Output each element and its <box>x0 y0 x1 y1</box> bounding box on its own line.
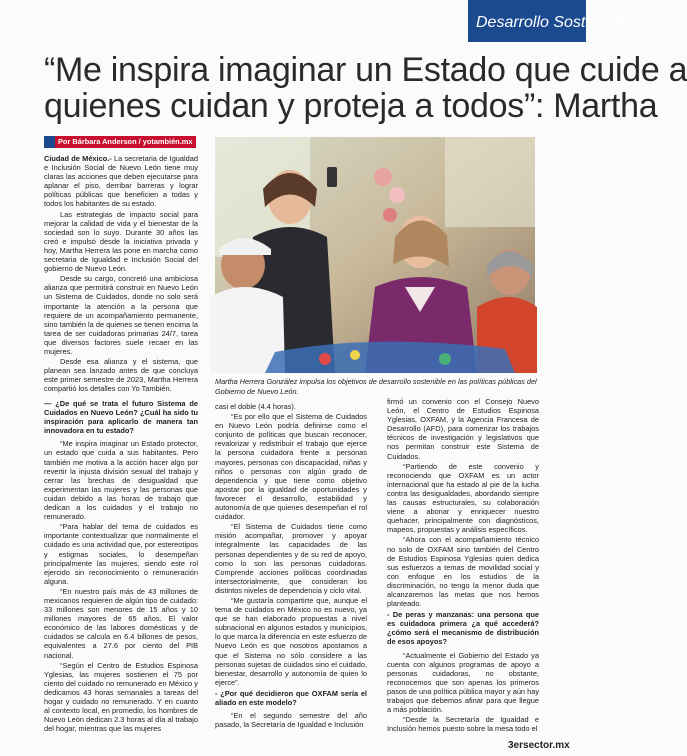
body-paragraph: “Actualmente el Gobierno del Estado ya cuenta con algunos programas de apoyo a personas cuidadoras, no obstante, reconocemos que son apenas los primeros pasos de una política pública mayor y aún hay trabajos que debemos afinar para que llegue a más población. <box>387 650 540 715</box>
column-2 <box>215 402 367 730</box>
intro-paragraph: Desde su cargo, concretó una ambiciosa alianza que permitirá construir en Nuevo León un Sistema de Cuidados, donde no solo será importante la atención a la persona que requiere de un acompañamiento permanente, sino también la de quienes se tienen encima la tarea de ser cuidadoras primarias 24/7, tarea que diversos factores suele recaer en las mujeres. <box>44 274 198 356</box>
body-paragraph: “Para hablar del tema de cuidados es importante contextualizar que normalmente el cuidado es una actividad que, por estereotipos y estigmas sociales, lo desempeñan principalmente las mujeres, siendo este rol ejercido sin reconocimiento o remuneración alguna. <box>44 522 198 586</box>
byline: Por Bárbara Anderson / yotambién.mx <box>58 137 193 146</box>
body-paragraph: “Es por ello que el Sistema de Cuidados en Nuevo León podría definirse como el conjunto de políticas que buscan reconocer, revalorizar y redistribuir el trabajo que ejerce la persona cuidadora frente a personas mayores, personas con discapacidad, niñas y niños o personas con algún grado de dependencia y que tiene como objetivo apostar por la igualdad de oportunidades y favorecer el desarrollo, estabilidad y autonomía de que quienes desempeñan el rol cuidador. <box>215 412 367 522</box>
interview-question: - De peras y manzanas: una persona que es cuidadora primera ¿a qué accederá? ¿cómo será el mecanismo de distribución de esos apoyos? <box>387 610 539 647</box>
body-paragraph: “Partiendo de este convenio y reconociendo que OXFAM es un actor internacional que ha estado al pie de la lucha contra las desigualdades, abordando siempre las causas estructurales, su colaboración viene a abonar y enriquecer nuestro quehacer, principalmente con diagnósticos, mapeos, propuestas y análisis específicos. <box>387 461 539 535</box>
photo-caption: Martha Herrera González impulsa los objetivos de desarrollo sostenible en las políticas públicas del Gobierno de Nuevo León. <box>215 377 537 396</box>
body-paragraph: “Ahora con el acompañamiento técnico no solo de OXFAM sino también del Centro de Estudios Espinosa Yglesias quien dedica sus esfuerzos a temas de movilidad social y con enfoque en los estudios de la discriminación, no tengo la menor duda que alcanzaremos las metas que nos hemos planteado. <box>387 535 539 609</box>
body-paragraph: “Desde la Secretaría de Igualdad e Inclusión hemos puesto sobre la mesa todo el <box>387 715 539 734</box>
body-paragraph: “Según el Centro de Estudios Espinosa Yglesias, las mujeres sostienen el 75 por ciento del cuidado no remunerado en México y dedicamos 43 horas semanales a tareas del hogar y cuidado no remunerado. Y en cuanto al contexto local, en promedio, los hombres de Nuevo León dedican 2.3 horas al día al trabajo del hogar, mientras que las mujeres <box>44 660 198 734</box>
intro-paragraph: Ciudad de México.- La secretaria de Igualdad e Inclusión Social de Nuevo León tiene muy claras las acciones que deben ejecutarse para aplanar el piso, derribar barreras y lograr políticas públicas que beneficien a todas y todos los habitantes de su estado. <box>44 154 198 209</box>
section-tab <box>468 0 629 42</box>
headline <box>44 51 687 125</box>
interview-question: — ¿De qué se trata el futuro Sistema de Cuidados en Nuevo León? ¿Cuál ha sido tu inspiración para aplicarlo de manera tan innovadora en tu estado? <box>44 399 198 436</box>
body-paragraph: “Me gustaría compartirte que, aunque el tema de cuidados en México no es nuevo, ya que se han elaborado propuestas a nivel subnacional en algunos estados y municipios, lo que marca la diferencia en este esfuerzo de Nuevo León es que nosotros apostamos a que el Sistema no sólo considere a las personas sujetas de cuidados sino el cuidado, bienestar, desarrollo y autonomía de quien lo ejerce”. <box>215 595 367 687</box>
interview-question: - ¿Por qué decidieron que OXFAM sería el aliado en este modelo? <box>215 688 367 707</box>
body-paragraph: “El Sistema de Cuidados tiene como misión acompañar, promover y apoyar integralmente las capacidades de las personas dependientes y de su red de apoyo, como lo son las personas cuidadoras. Comprende acciones políticas coordinadas intersectorialmente, que consideran los distintos niveles de dependencia y ciclo vital. <box>215 522 367 595</box>
body-paragraph: “En el segundo semestre del año pasado, la Secretaría de Igualdad e Inclusión <box>215 711 367 730</box>
body-paragraph: “Me inspira imaginar un Estado protector, un estado que cuida a sus habitantes. Pero también me motiva a la acción hacer algo por revertir la injusta división sexual del trabajo y cerrar las brechas de desigualdad que experimentan las mujeres y las personas que cuidan debido a las horas de trabajo que dedican a los cuidados y el trabajo no remunerado. <box>44 439 198 522</box>
intro-paragraph: Las estrategias de impacto social para mejorar la calidad de vida y el bienestar de la sociedad son lo suyo. Durante 30 años las creó e impulsó desde la iniciativa privada y hoy, Martha Herrera las pone en marcha como secretaria de Igualdad e Inclusión Social del gobierno de Nuevo León. <box>44 209 198 274</box>
column-1-intro <box>44 154 198 394</box>
intro-paragraph: Desde esa alianza y el sistema, que planean sea lanzado antes de que concluya este primer semestre de 2023, Martha Herrera compartió los detalles con Yo También. <box>44 357 198 394</box>
photo-illustration <box>215 137 535 373</box>
section-label: Desarrollo Sostenible <box>476 14 629 31</box>
body-paragraph: “En nuestro país más de 43 millones de mexicanos requieren de algún tipo de cuidado: 33 millones son menores de 15 años y 10 millones mayores de 65 años. El valor económico de las labores domésticas y de cuidados se calcula en 6.4 billones de pesos, equivalentes a 27.6 por ciento del PIB nacional. <box>44 586 198 660</box>
column-1 <box>44 397 198 734</box>
column-3 <box>387 397 539 734</box>
article-photo <box>215 137 535 373</box>
byline-bar <box>44 136 196 148</box>
byline-marker <box>44 136 55 148</box>
headline-line-2: quienes cuidan y proteja a todos”: Martha <box>44 87 658 125</box>
body-paragraph: firmó un convenio con el Consejo Nuevo León, el Centro de Estudios Espinosa Yglesias, OXFAM, y la Agencia Francesa de Desarrollo (AFD), para comenzar los trabajos técnicos de investigación y legislativos que nos permitan construir este Sistema de Cuidados. <box>387 397 539 461</box>
body-paragraph: casi el doble (4.4 horas). <box>215 402 296 411</box>
footer-site-name: 3ersector.mx <box>508 740 570 751</box>
headline-line-1: “Me inspira imaginar un Estado que cuide a <box>44 51 687 89</box>
